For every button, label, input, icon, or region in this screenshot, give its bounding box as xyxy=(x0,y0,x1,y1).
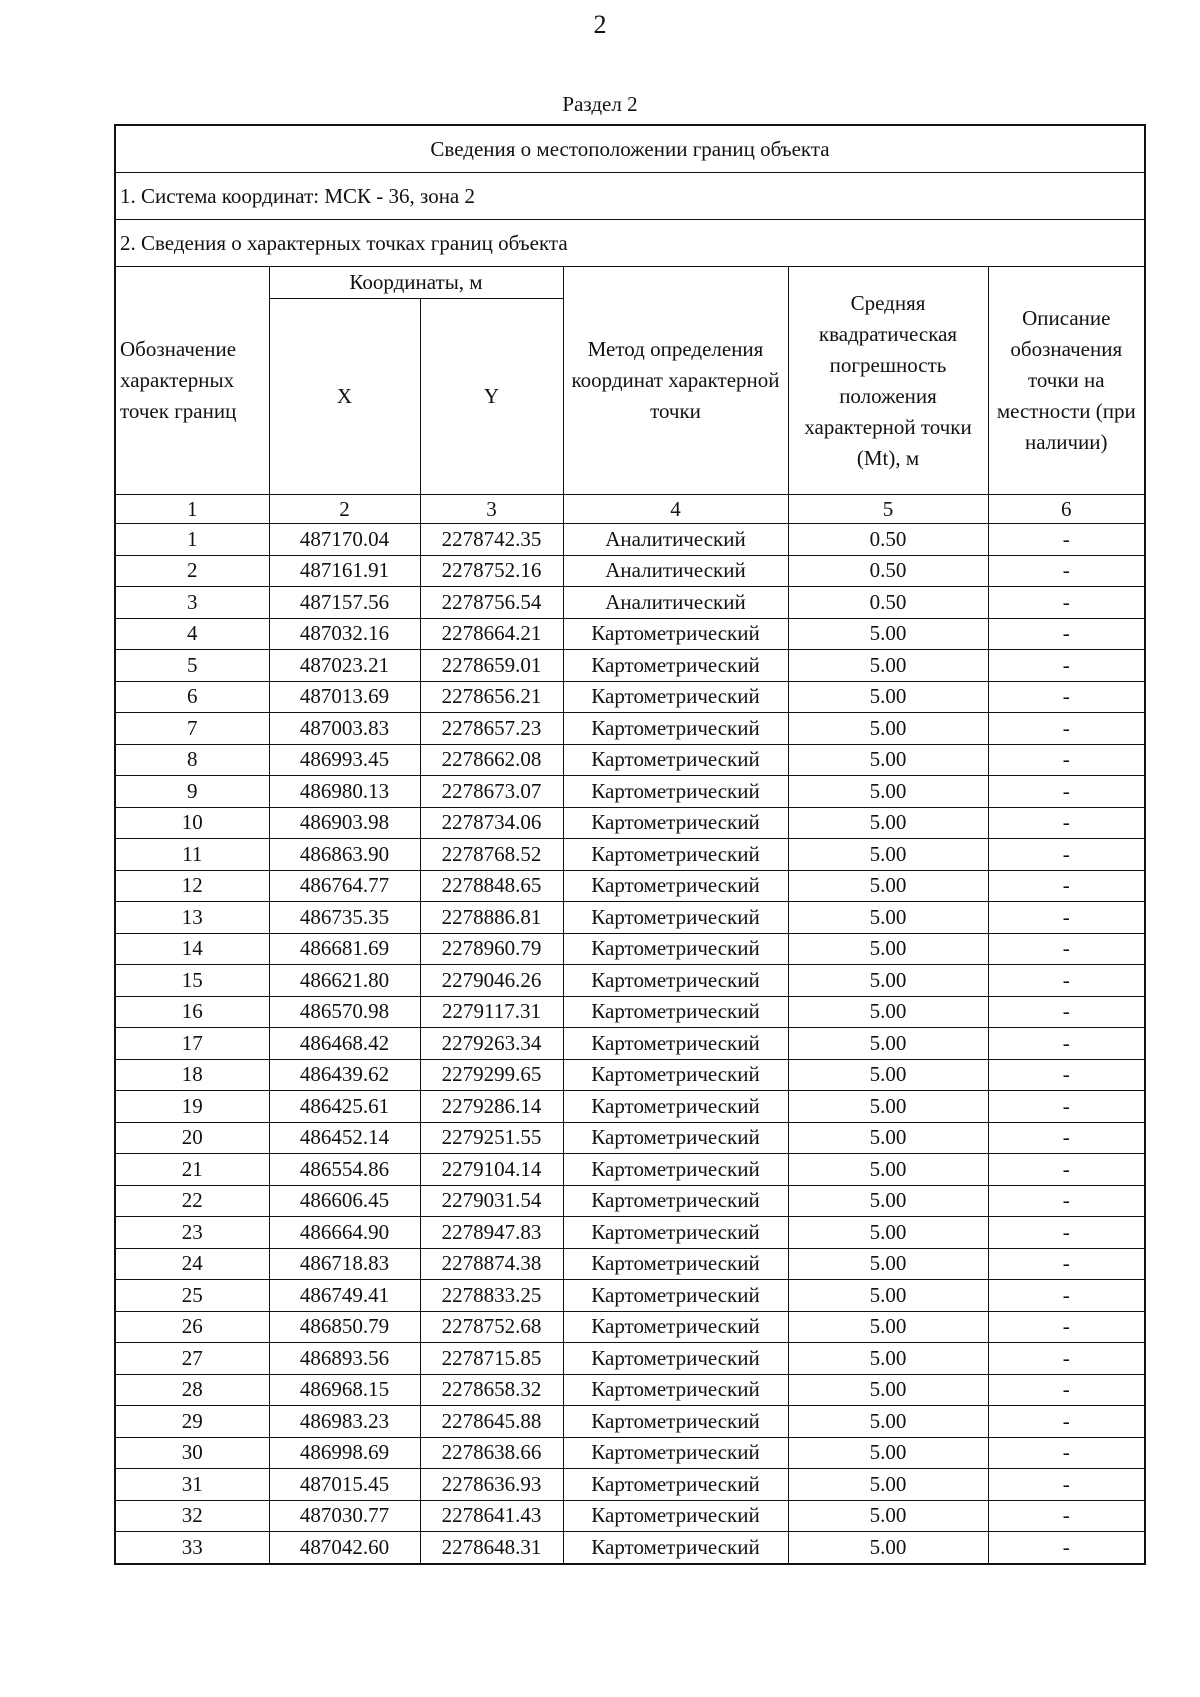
accuracy-cell: 5.00 xyxy=(788,1532,988,1564)
description-cell: - xyxy=(988,933,1145,965)
y-coordinate-cell: 2278833.25 xyxy=(420,1280,563,1312)
method-cell: Картометрический xyxy=(563,713,788,745)
y-coordinate-cell: 2278658.32 xyxy=(420,1374,563,1406)
point-id-cell: 22 xyxy=(115,1185,269,1217)
x-coordinate-cell: 487015.45 xyxy=(269,1469,420,1501)
description-cell: - xyxy=(988,1406,1145,1438)
y-coordinate-cell: 2278886.81 xyxy=(420,902,563,934)
point-id-cell: 23 xyxy=(115,1217,269,1249)
description-cell: - xyxy=(988,807,1145,839)
method-cell: Аналитический xyxy=(563,524,788,556)
description-cell: - xyxy=(988,839,1145,871)
table-row xyxy=(115,1500,1145,1532)
x-coordinate-cell: 486606.45 xyxy=(269,1185,420,1217)
description-cell: - xyxy=(988,1280,1145,1312)
description-cell: - xyxy=(988,965,1145,997)
point-id-cell: 31 xyxy=(115,1469,269,1501)
method-cell: Картометрический xyxy=(563,1154,788,1186)
header-y: Y xyxy=(420,299,563,495)
table-row xyxy=(115,1059,1145,1091)
table-row xyxy=(115,1028,1145,1060)
column-number: 6 xyxy=(988,495,1145,524)
description-cell: - xyxy=(988,1311,1145,1343)
description-cell: - xyxy=(988,996,1145,1028)
x-coordinate-cell: 486850.79 xyxy=(269,1311,420,1343)
x-coordinate-cell: 487170.04 xyxy=(269,524,420,556)
point-id-cell: 11 xyxy=(115,839,269,871)
method-cell: Картометрический xyxy=(563,965,788,997)
accuracy-cell: 0.50 xyxy=(788,524,988,556)
table-row xyxy=(115,807,1145,839)
header-x: X xyxy=(269,299,420,495)
x-coordinate-cell: 486425.61 xyxy=(269,1091,420,1123)
header-designation: Обозначение характерных точек границ xyxy=(115,267,269,495)
table-row xyxy=(115,524,1145,556)
y-coordinate-cell: 2278641.43 xyxy=(420,1500,563,1532)
point-id-cell: 29 xyxy=(115,1406,269,1438)
table-row xyxy=(115,1217,1145,1249)
point-id-cell: 9 xyxy=(115,776,269,808)
method-cell: Картометрический xyxy=(563,839,788,871)
accuracy-cell: 5.00 xyxy=(788,996,988,1028)
point-id-cell: 19 xyxy=(115,1091,269,1123)
point-id-cell: 28 xyxy=(115,1374,269,1406)
point-id-cell: 6 xyxy=(115,681,269,713)
point-id-cell: 14 xyxy=(115,933,269,965)
y-coordinate-cell: 2278659.01 xyxy=(420,650,563,682)
description-cell: - xyxy=(988,870,1145,902)
boundary-points-table xyxy=(114,124,1146,1565)
method-cell: Картометрический xyxy=(563,1091,788,1123)
accuracy-cell: 5.00 xyxy=(788,1091,988,1123)
table-row xyxy=(115,681,1145,713)
x-coordinate-cell: 486863.90 xyxy=(269,839,420,871)
table-body xyxy=(115,524,1145,1564)
point-id-cell: 15 xyxy=(115,965,269,997)
point-id-cell: 17 xyxy=(115,1028,269,1060)
point-id-cell: 3 xyxy=(115,587,269,619)
description-cell: - xyxy=(988,1248,1145,1280)
accuracy-cell: 5.00 xyxy=(788,650,988,682)
description-cell: - xyxy=(988,1500,1145,1532)
table-row xyxy=(115,839,1145,871)
y-coordinate-cell: 2278960.79 xyxy=(420,933,563,965)
accuracy-cell: 5.00 xyxy=(788,965,988,997)
point-id-cell: 25 xyxy=(115,1280,269,1312)
point-id-cell: 27 xyxy=(115,1343,269,1375)
accuracy-cell: 5.00 xyxy=(788,1374,988,1406)
description-cell: - xyxy=(988,776,1145,808)
coordinate-system: 1. Система координат: МСК - 36, зона 2 xyxy=(115,173,1145,220)
point-id-cell: 33 xyxy=(115,1532,269,1564)
y-coordinate-cell: 2279286.14 xyxy=(420,1091,563,1123)
point-id-cell: 4 xyxy=(115,618,269,650)
accuracy-cell: 5.00 xyxy=(788,681,988,713)
method-cell: Картометрический xyxy=(563,618,788,650)
point-id-cell: 1 xyxy=(115,524,269,556)
x-coordinate-cell: 486452.14 xyxy=(269,1122,420,1154)
table-row xyxy=(115,555,1145,587)
header-coordinates: Координаты, м xyxy=(269,267,563,299)
x-coordinate-cell: 486621.80 xyxy=(269,965,420,997)
point-id-cell: 26 xyxy=(115,1311,269,1343)
description-cell: - xyxy=(988,713,1145,745)
table-row xyxy=(115,618,1145,650)
point-id-cell: 20 xyxy=(115,1122,269,1154)
method-cell: Картометрический xyxy=(563,1028,788,1060)
y-coordinate-cell: 2279299.65 xyxy=(420,1059,563,1091)
description-cell: - xyxy=(988,618,1145,650)
method-cell: Картометрический xyxy=(563,650,788,682)
table-row xyxy=(115,1122,1145,1154)
y-coordinate-cell: 2279104.14 xyxy=(420,1154,563,1186)
description-cell: - xyxy=(988,555,1145,587)
x-coordinate-cell: 486968.15 xyxy=(269,1374,420,1406)
table-row xyxy=(115,933,1145,965)
point-id-cell: 5 xyxy=(115,650,269,682)
y-coordinate-cell: 2278715.85 xyxy=(420,1343,563,1375)
column-number: 3 xyxy=(420,495,563,524)
x-coordinate-cell: 486439.62 xyxy=(269,1059,420,1091)
y-coordinate-cell: 2278636.93 xyxy=(420,1469,563,1501)
x-coordinate-cell: 487161.91 xyxy=(269,555,420,587)
description-cell: - xyxy=(988,902,1145,934)
point-id-cell: 8 xyxy=(115,744,269,776)
table-row xyxy=(115,902,1145,934)
method-cell: Картометрический xyxy=(563,744,788,776)
x-coordinate-cell: 487023.21 xyxy=(269,650,420,682)
y-coordinate-cell: 2278662.08 xyxy=(420,744,563,776)
x-coordinate-cell: 486554.86 xyxy=(269,1154,420,1186)
y-coordinate-cell: 2279251.55 xyxy=(420,1122,563,1154)
table-row xyxy=(115,1343,1145,1375)
y-coordinate-cell: 2279031.54 xyxy=(420,1185,563,1217)
y-coordinate-cell: 2278874.38 xyxy=(420,1248,563,1280)
x-coordinate-cell: 486998.69 xyxy=(269,1437,420,1469)
accuracy-cell: 5.00 xyxy=(788,1185,988,1217)
y-coordinate-cell: 2278656.21 xyxy=(420,681,563,713)
method-cell: Картометрический xyxy=(563,1122,788,1154)
table-row xyxy=(115,1311,1145,1343)
description-cell: - xyxy=(988,1028,1145,1060)
accuracy-cell: 0.50 xyxy=(788,587,988,619)
x-coordinate-cell: 486893.56 xyxy=(269,1343,420,1375)
column-number: 5 xyxy=(788,495,988,524)
description-cell: - xyxy=(988,1469,1145,1501)
table-title: Сведения о местоположении границ объекта xyxy=(115,125,1145,173)
accuracy-cell: 5.00 xyxy=(788,744,988,776)
accuracy-cell: 5.00 xyxy=(788,1469,988,1501)
accuracy-cell: 5.00 xyxy=(788,902,988,934)
column-number-row xyxy=(115,495,1145,524)
method-cell: Картометрический xyxy=(563,902,788,934)
method-cell: Картометрический xyxy=(563,1059,788,1091)
accuracy-cell: 0.50 xyxy=(788,555,988,587)
accuracy-cell: 5.00 xyxy=(788,1406,988,1438)
y-coordinate-cell: 2278752.68 xyxy=(420,1311,563,1343)
page-number: 2 xyxy=(593,10,607,39)
method-cell: Картометрический xyxy=(563,681,788,713)
y-coordinate-cell: 2278756.54 xyxy=(420,587,563,619)
accuracy-cell: 5.00 xyxy=(788,618,988,650)
method-cell: Картометрический xyxy=(563,1280,788,1312)
point-id-cell: 7 xyxy=(115,713,269,745)
description-cell: - xyxy=(988,1091,1145,1123)
method-cell: Картометрический xyxy=(563,1248,788,1280)
x-coordinate-cell: 486664.90 xyxy=(269,1217,420,1249)
description-cell: - xyxy=(988,1343,1145,1375)
accuracy-cell: 5.00 xyxy=(788,1248,988,1280)
y-coordinate-cell: 2278768.52 xyxy=(420,839,563,871)
method-cell: Картометрический xyxy=(563,870,788,902)
table-row xyxy=(115,1280,1145,1312)
accuracy-cell: 5.00 xyxy=(788,1343,988,1375)
description-cell: - xyxy=(988,681,1145,713)
column-number: 1 xyxy=(115,495,269,524)
description-cell: - xyxy=(988,1437,1145,1469)
x-coordinate-cell: 486681.69 xyxy=(269,933,420,965)
method-cell: Картометрический xyxy=(563,1343,788,1375)
header-description: Описание обозначения точки на местности (при наличии) xyxy=(988,267,1145,495)
column-number: 4 xyxy=(563,495,788,524)
method-cell: Картометрический xyxy=(563,776,788,808)
table-row xyxy=(115,744,1145,776)
x-coordinate-cell: 486993.45 xyxy=(269,744,420,776)
accuracy-cell: 5.00 xyxy=(788,1217,988,1249)
x-coordinate-cell: 486718.83 xyxy=(269,1248,420,1280)
point-id-cell: 10 xyxy=(115,807,269,839)
accuracy-cell: 5.00 xyxy=(788,1059,988,1091)
accuracy-cell: 5.00 xyxy=(788,713,988,745)
method-cell: Картометрический xyxy=(563,1311,788,1343)
point-id-cell: 13 xyxy=(115,902,269,934)
x-coordinate-cell: 487032.16 xyxy=(269,618,420,650)
description-cell: - xyxy=(988,1217,1145,1249)
y-coordinate-cell: 2278657.23 xyxy=(420,713,563,745)
x-coordinate-cell: 486749.41 xyxy=(269,1280,420,1312)
method-cell: Картометрический xyxy=(563,1500,788,1532)
description-cell: - xyxy=(988,1185,1145,1217)
table-row xyxy=(115,870,1145,902)
method-cell: Картометрический xyxy=(563,1185,788,1217)
description-cell: - xyxy=(988,524,1145,556)
y-coordinate-cell: 2279117.31 xyxy=(420,996,563,1028)
method-cell: Картометрический xyxy=(563,1374,788,1406)
description-cell: - xyxy=(988,1059,1145,1091)
x-coordinate-cell: 486735.35 xyxy=(269,902,420,934)
column-number: 2 xyxy=(269,495,420,524)
table-row xyxy=(115,965,1145,997)
method-cell: Картометрический xyxy=(563,996,788,1028)
y-coordinate-cell: 2278664.21 xyxy=(420,618,563,650)
x-coordinate-cell: 486980.13 xyxy=(269,776,420,808)
accuracy-cell: 5.00 xyxy=(788,1122,988,1154)
method-cell: Картометрический xyxy=(563,1217,788,1249)
description-cell: - xyxy=(988,1532,1145,1564)
y-coordinate-cell: 2278638.66 xyxy=(420,1437,563,1469)
y-coordinate-cell: 2278648.31 xyxy=(420,1532,563,1564)
table-row xyxy=(115,1469,1145,1501)
accuracy-cell: 5.00 xyxy=(788,1311,988,1343)
method-cell: Картометрический xyxy=(563,1532,788,1564)
point-id-cell: 21 xyxy=(115,1154,269,1186)
accuracy-cell: 5.00 xyxy=(788,933,988,965)
table-row xyxy=(115,1437,1145,1469)
table-row xyxy=(115,1406,1145,1438)
x-coordinate-cell: 487013.69 xyxy=(269,681,420,713)
table-row xyxy=(115,1532,1145,1564)
description-cell: - xyxy=(988,744,1145,776)
description-cell: - xyxy=(988,1154,1145,1186)
method-cell: Аналитический xyxy=(563,555,788,587)
y-coordinate-cell: 2278947.83 xyxy=(420,1217,563,1249)
accuracy-cell: 5.00 xyxy=(788,1500,988,1532)
table-row xyxy=(115,996,1145,1028)
x-coordinate-cell: 486764.77 xyxy=(269,870,420,902)
method-cell: Аналитический xyxy=(563,587,788,619)
accuracy-cell: 5.00 xyxy=(788,1280,988,1312)
table-row xyxy=(115,713,1145,745)
accuracy-cell: 5.00 xyxy=(788,776,988,808)
table-row xyxy=(115,1091,1145,1123)
x-coordinate-cell: 487042.60 xyxy=(269,1532,420,1564)
accuracy-cell: 5.00 xyxy=(788,807,988,839)
point-id-cell: 16 xyxy=(115,996,269,1028)
description-cell: - xyxy=(988,1374,1145,1406)
table-row xyxy=(115,776,1145,808)
points-heading: 2. Сведения о характерных точках границ объекта xyxy=(115,220,1145,267)
accuracy-cell: 5.00 xyxy=(788,1154,988,1186)
y-coordinate-cell: 2278742.35 xyxy=(420,524,563,556)
point-id-cell: 12 xyxy=(115,870,269,902)
y-coordinate-cell: 2278848.65 xyxy=(420,870,563,902)
x-coordinate-cell: 486983.23 xyxy=(269,1406,420,1438)
point-id-cell: 24 xyxy=(115,1248,269,1280)
point-id-cell: 18 xyxy=(115,1059,269,1091)
description-cell: - xyxy=(988,587,1145,619)
y-coordinate-cell: 2278673.07 xyxy=(420,776,563,808)
y-coordinate-cell: 2278734.06 xyxy=(420,807,563,839)
table-row xyxy=(115,587,1145,619)
x-coordinate-cell: 487157.56 xyxy=(269,587,420,619)
method-cell: Картометрический xyxy=(563,807,788,839)
x-coordinate-cell: 487003.83 xyxy=(269,713,420,745)
section-title: Раздел 2 xyxy=(562,92,638,116)
table-row xyxy=(115,650,1145,682)
table-row xyxy=(115,1185,1145,1217)
point-id-cell: 32 xyxy=(115,1500,269,1532)
y-coordinate-cell: 2279263.34 xyxy=(420,1028,563,1060)
table-row xyxy=(115,1248,1145,1280)
description-cell: - xyxy=(988,650,1145,682)
method-cell: Картометрический xyxy=(563,1469,788,1501)
x-coordinate-cell: 487030.77 xyxy=(269,1500,420,1532)
table-row xyxy=(115,1374,1145,1406)
point-id-cell: 2 xyxy=(115,555,269,587)
x-coordinate-cell: 486468.42 xyxy=(269,1028,420,1060)
header-accuracy: Средняя квадратическая погрешность положения характерной точки (Mt), м xyxy=(788,267,988,495)
accuracy-cell: 5.00 xyxy=(788,839,988,871)
y-coordinate-cell: 2279046.26 xyxy=(420,965,563,997)
table-row xyxy=(115,1154,1145,1186)
accuracy-cell: 5.00 xyxy=(788,1437,988,1469)
method-cell: Картометрический xyxy=(563,1437,788,1469)
description-cell: - xyxy=(988,1122,1145,1154)
accuracy-cell: 5.00 xyxy=(788,1028,988,1060)
method-cell: Картометрический xyxy=(563,933,788,965)
header-method: Метод определения координат характерной точки xyxy=(563,267,788,495)
method-cell: Картометрический xyxy=(563,1406,788,1438)
x-coordinate-cell: 486570.98 xyxy=(269,996,420,1028)
point-id-cell: 30 xyxy=(115,1437,269,1469)
y-coordinate-cell: 2278752.16 xyxy=(420,555,563,587)
x-coordinate-cell: 486903.98 xyxy=(269,807,420,839)
y-coordinate-cell: 2278645.88 xyxy=(420,1406,563,1438)
accuracy-cell: 5.00 xyxy=(788,870,988,902)
